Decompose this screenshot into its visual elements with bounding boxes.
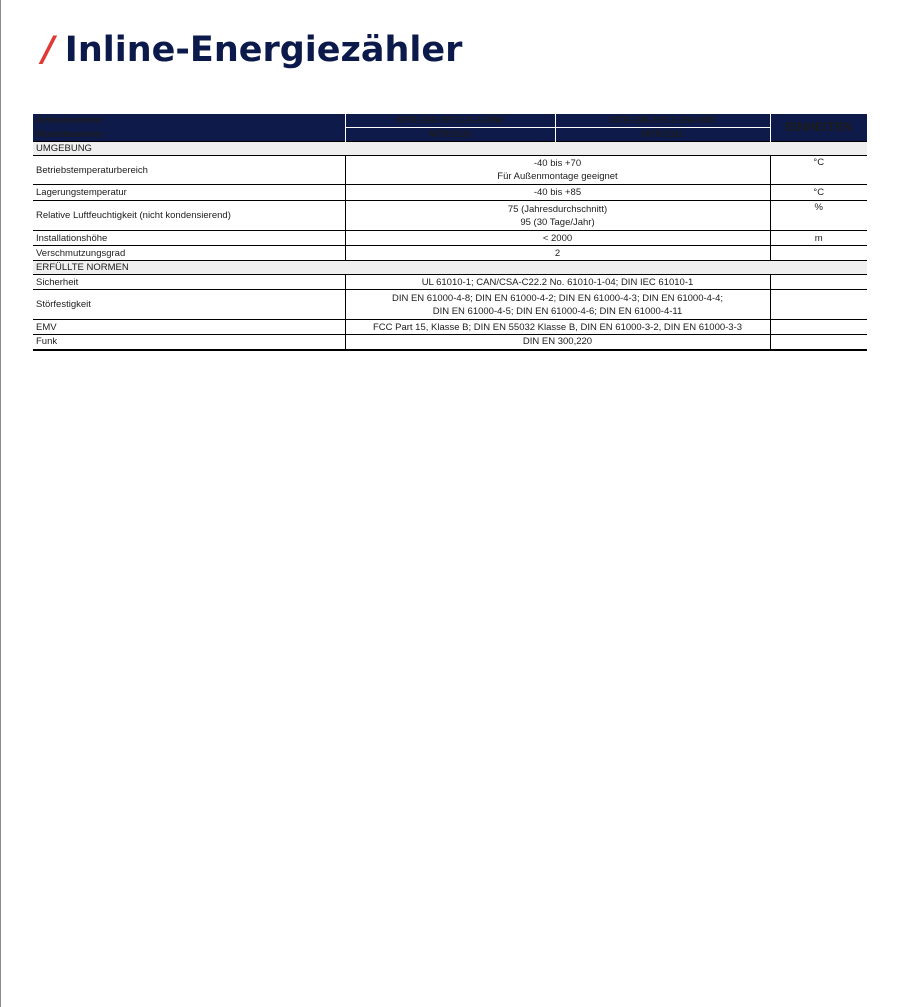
row-label: EMV [33,320,345,335]
row-value: < 2000 [345,231,770,246]
table-row [33,320,867,335]
table-row [33,185,867,201]
table-row [33,231,867,246]
table-row [33,275,867,290]
section-title: UMGEBUNG [33,142,867,156]
row-value [345,290,770,320]
row-label: Sicherheit [33,275,345,290]
header-label-article: Artikelnummer [33,114,345,128]
table-row [33,156,867,185]
section-umgebung-rows [33,156,867,261]
row-value-line: -40 bis +70 [533,158,582,169]
table-row [33,201,867,231]
row-unit [770,290,867,320]
row-unit [770,320,867,335]
page-title-text: Inline-Energiezähler [64,30,463,70]
row-value-line: 75 (Jahresdurchschnitt) [507,203,608,215]
table-row [33,290,867,320]
header-label-model: Modellnummer [33,128,345,142]
row-value: FCC Part 15, Klasse B; DIN EN 55032 Klasse B, DIN EN 61000-3-2, DIN EN 61000-3-3 [345,320,770,335]
row-value-line: 95 (30 Tage/Jahr) [520,216,595,228]
row-label: Störfestigkeit [33,290,345,320]
section-normen [33,261,867,275]
row-unit: °C [770,185,867,201]
header-col2-model: MTR EU1 [555,128,770,142]
table-row [33,335,867,350]
header-units: EINHEITEN [770,114,867,142]
row-label: Lagerungstemperatur [33,185,345,201]
row-value-line: DIN EN 61000-4-8; DIN EN 61000-4-2; DIN EN 61000-4-3; DIN EN 61000-4-4; [391,292,724,304]
row-label: Betriebstemperaturbereich [33,156,345,185]
row-unit: m [770,231,867,246]
table-row [33,246,867,261]
row-unit [770,246,867,261]
section-umgebung [33,142,867,156]
row-value-line: DIN EN 61000-4-5; DIN EN 61000-4-6; DIN EN 61000-4-11 [432,305,683,317]
row-unit [770,275,867,290]
section-normen-rows [33,275,867,350]
row-label: Funk [33,335,345,350]
header-col1-article: MTR-240-3PC1-D-A-MW [345,114,555,128]
row-unit: % [770,201,867,231]
header-col1-model: MTR EU3 [345,128,555,142]
row-value [345,201,770,231]
section-title: ERFÜLLTE NORMEN [33,261,867,275]
spec-table-header [33,114,867,142]
row-value-line: Für Außenmontage geeignet [497,171,618,182]
header-col2-article: MTR-240-1PC1-DW-MW [555,114,770,128]
row-label: Installationshöhe [33,231,345,246]
row-unit: °C [770,156,867,185]
row-value: -40 bis +85 [345,185,770,201]
title-accent-slash: / [42,30,55,70]
page-edge [0,0,1,1007]
row-value [345,156,770,185]
row-value: UL 61010-1; CAN/CSA-C22.2 No. 61010-1-04; DIN IEC 61010-1 [345,275,770,290]
row-unit [770,335,867,350]
row-label: Relative Luftfeuchtigkeit (nicht kondensierend) [33,201,345,231]
row-label: Verschmutzungsgrad [33,246,345,261]
row-value: 2 [345,246,770,261]
spec-table [33,114,867,351]
row-value: DIN EN 300,220 [345,335,770,350]
page-title [42,26,462,74]
